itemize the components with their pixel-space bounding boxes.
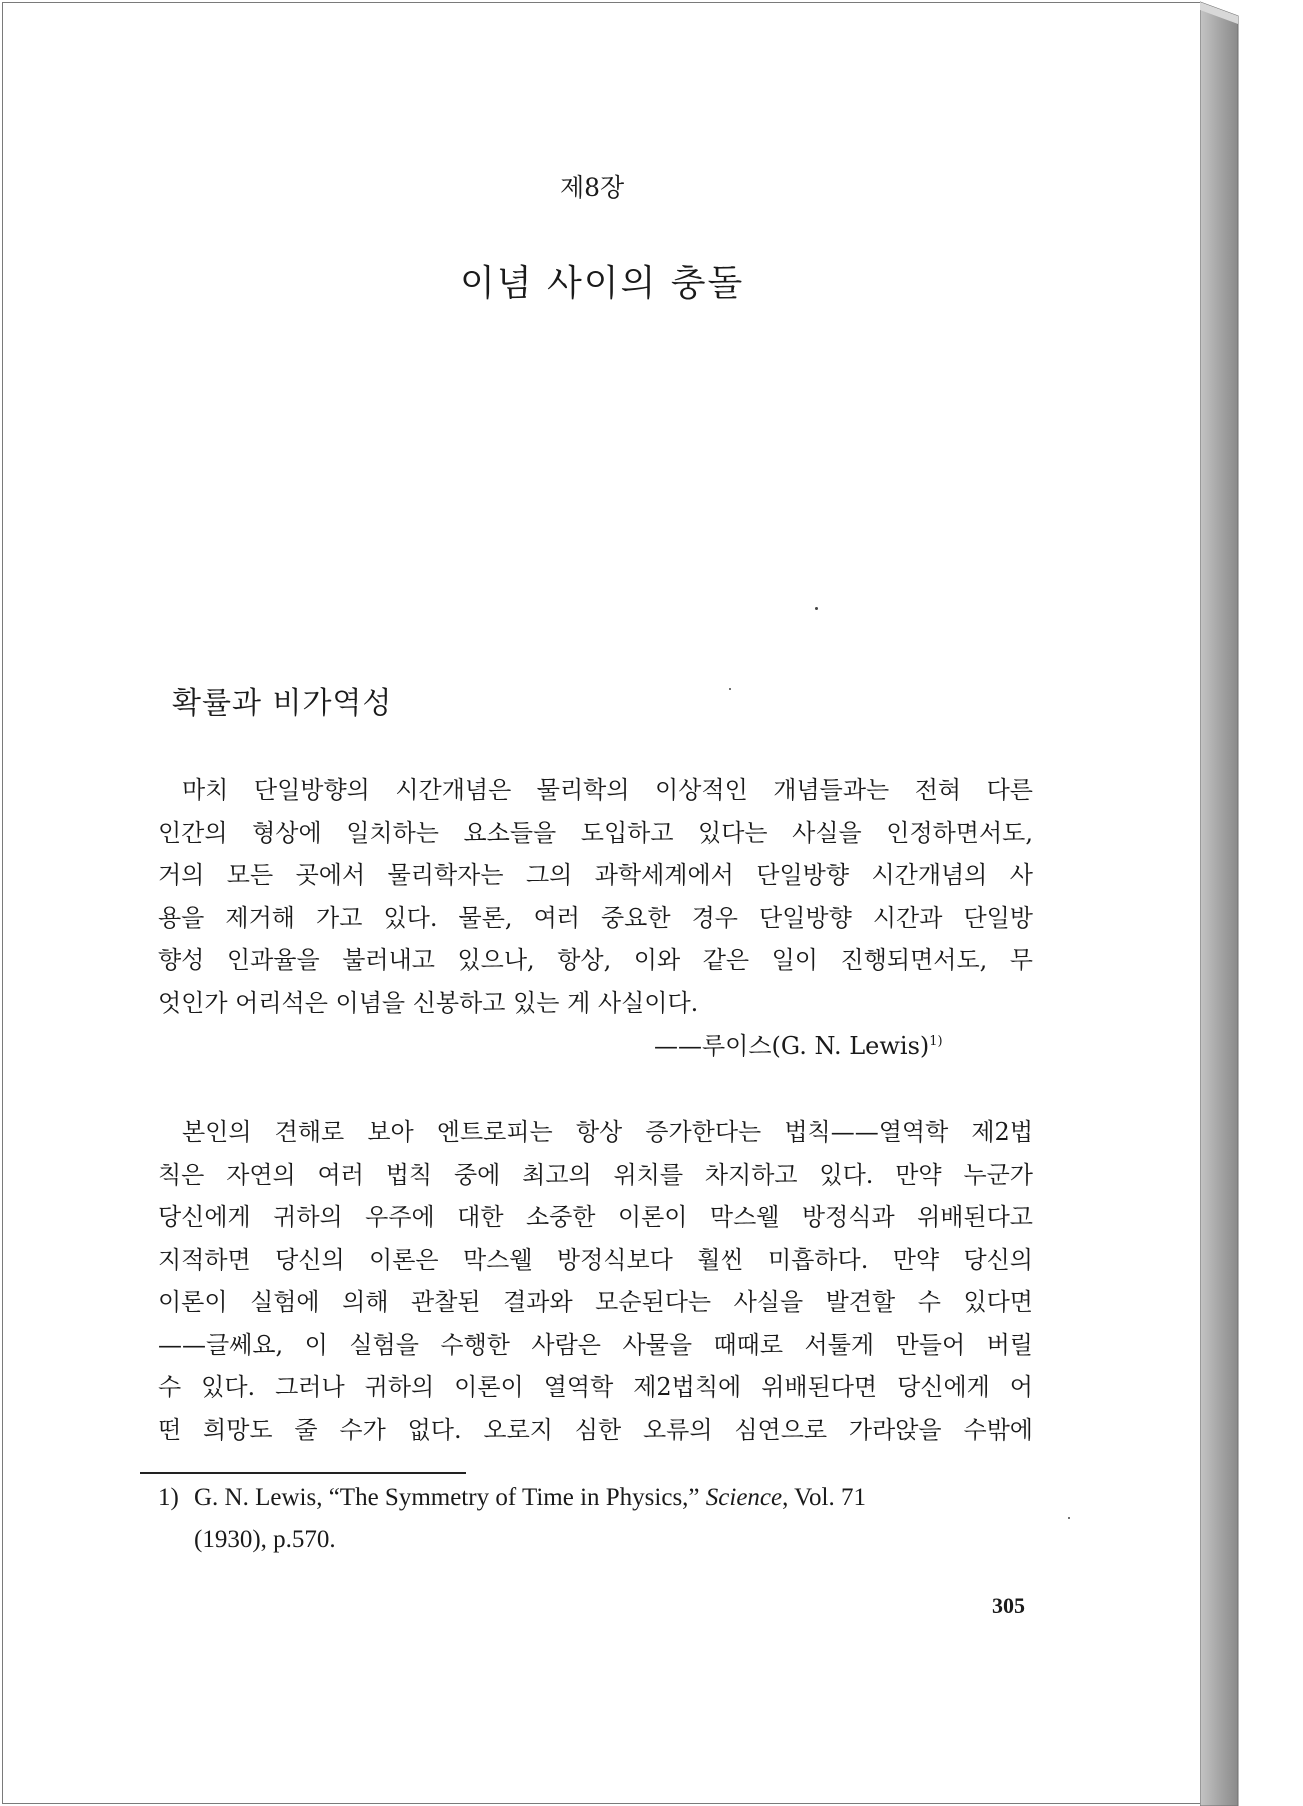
quote-line: 용을 제거해 가고 있다. 물론, 여러 중요한 경우 단일방향 시간과 단일방 xyxy=(158,903,1033,932)
section-heading: 확률과 비가역성 xyxy=(172,686,393,721)
quote-line: 마치 단일방향의 시간개념은 물리학의 이상적인 개념들과는 전혀 다른 xyxy=(182,776,1033,804)
footnote-number: 1) xyxy=(158,1484,179,1511)
body-line: ——글쎄요, 이 실험을 수행한 사람은 사물을 때때로 서툴게 만들어 버릴 xyxy=(158,1330,1033,1359)
quote-line: 거의 모든 곳에서 물리학자는 그의 과학세계에서 단일방향 시간개념의 사 xyxy=(158,861,1033,889)
quote-line: 엇인가 어리석은 이념을 신봉하고 있는 게 사실이다. xyxy=(158,988,699,1017)
body-line: 지적하면 당신의 이론은 막스웰 방정식보다 훨씬 미흡하다. 만약 당신의 xyxy=(158,1245,1033,1274)
quote-line: 인간의 형상에 일치하는 요소들을 도입하고 있다는 사실을 인정하면서도, xyxy=(158,818,1033,847)
chapter-label: 제8장 xyxy=(560,173,625,202)
chapter-title: 이념 사이의 충돌 xyxy=(460,263,745,304)
body-line: 이론이 실험에 의해 관찰된 결과와 모순된다는 사실을 발견할 수 있다면 xyxy=(158,1288,1033,1316)
footnote-line: (1930), p.570. xyxy=(194,1526,336,1553)
scan-speck xyxy=(1068,1517,1070,1519)
footnote-volume: , Vol. 71 xyxy=(782,1484,866,1511)
body-line: 칙은 자연의 여러 법칙 중에 최고의 위치를 차지하고 있다. 만약 누군가 xyxy=(158,1160,1033,1189)
footnote xyxy=(158,1477,866,1561)
quote-line: 향성 인과율을 불러내고 있으나, 항상, 이와 같은 일이 진행되면서도, 무 xyxy=(158,946,1033,974)
book-edge-shadow xyxy=(1200,0,1303,1806)
footnote-divider xyxy=(140,1472,466,1474)
quote-attribution xyxy=(654,1026,943,1061)
epigraph-quote xyxy=(158,769,1033,1024)
body-line: 당신에게 귀하의 우주에 대한 소중한 이론이 막스웰 방정식과 위배된다고 xyxy=(158,1203,1033,1231)
attribution-text: ——루이스(G. N. Lewis) xyxy=(654,1032,930,1060)
body-line: 본인의 견해로 보아 엔트로피는 항상 증가한다는 법칙——열역학 제2법 xyxy=(182,1118,1033,1146)
body-paragraph xyxy=(158,1111,1033,1451)
footnote-journal: Science xyxy=(705,1484,783,1511)
footnote-line xyxy=(158,1477,866,1519)
scan-speck xyxy=(729,688,731,690)
page-number: 305 xyxy=(992,1593,1025,1618)
footnote-reference: 1) xyxy=(929,1034,943,1049)
scan-speck xyxy=(815,607,818,610)
body-line: 떤 희망도 줄 수가 없다. 오로지 심한 오류의 심연으로 가라앉을 수밖에 xyxy=(158,1415,1033,1444)
footnote-text: G. N. Lewis, “The Symmetry of Time in Physics,” xyxy=(194,1484,706,1511)
body-line: 수 있다. 그러나 귀하의 이론이 열역학 제2법칙에 위배된다면 당신에게 어 xyxy=(158,1373,1033,1401)
